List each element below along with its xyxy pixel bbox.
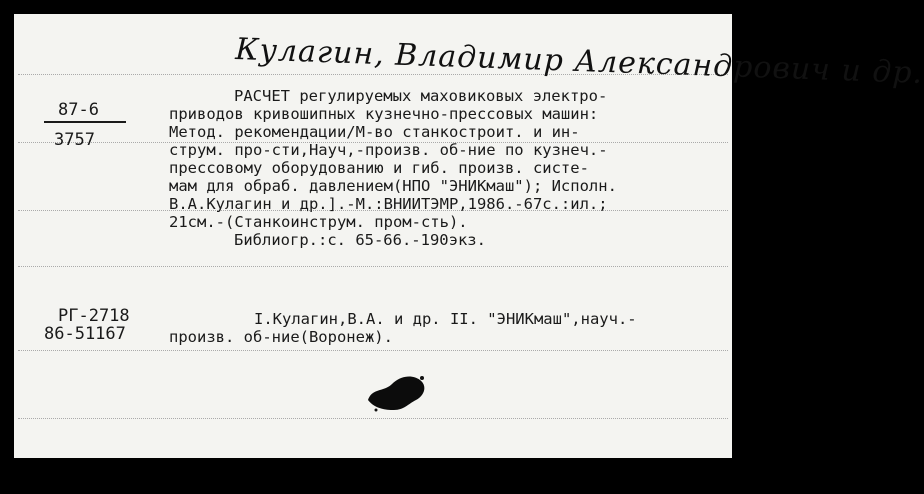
ink-blot	[364, 370, 432, 414]
ruled-line	[18, 266, 728, 267]
tracing-line: I.Кулагин,В.А. и др. II. "ЭНИКмаш",науч.-	[254, 310, 637, 328]
ruled-line	[18, 350, 728, 351]
description-line: 21см.-(Станкоинструм. пром-сть).	[169, 213, 468, 231]
shelf-number: 3757	[54, 130, 95, 150]
catalog-card	[14, 14, 924, 458]
description-line: Библиогр.:с. 65-66.-190экз.	[234, 231, 486, 249]
description-line: струм. про-сти,Науч,-произв. об-ние по кузнеч.-	[169, 141, 608, 159]
description-line: прессовому оборудованию и гиб. произв. систе-	[169, 159, 589, 177]
description-line: приводов кривошипных кузнечно-прессовых машин:	[169, 105, 599, 123]
handwritten-author: Кулагин, Владимир Александрович и др.	[234, 32, 924, 91]
description-line: Метод. рекомендации/М-во станкостроит. и ин-	[169, 123, 580, 141]
description-line: РАСЧЕТ регулируемых маховиковых электро-	[234, 87, 608, 105]
classification-code: 87-6	[58, 100, 99, 120]
registration-code: РГ-2718	[58, 306, 130, 326]
tracing-line: произв. об-ние(Воронеж).	[169, 328, 393, 346]
card-number: 86-51167	[44, 324, 126, 344]
ruled-line	[18, 418, 728, 419]
code-underline	[44, 121, 126, 123]
description-line: мам для обраб. давлением(НПО "ЭНИКмаш"); Исполн.	[169, 177, 617, 195]
description-line: В.А.Кулагин и др.].-М.:ВНИИТЭМР,1986.-67с.:ил.;	[169, 195, 608, 213]
